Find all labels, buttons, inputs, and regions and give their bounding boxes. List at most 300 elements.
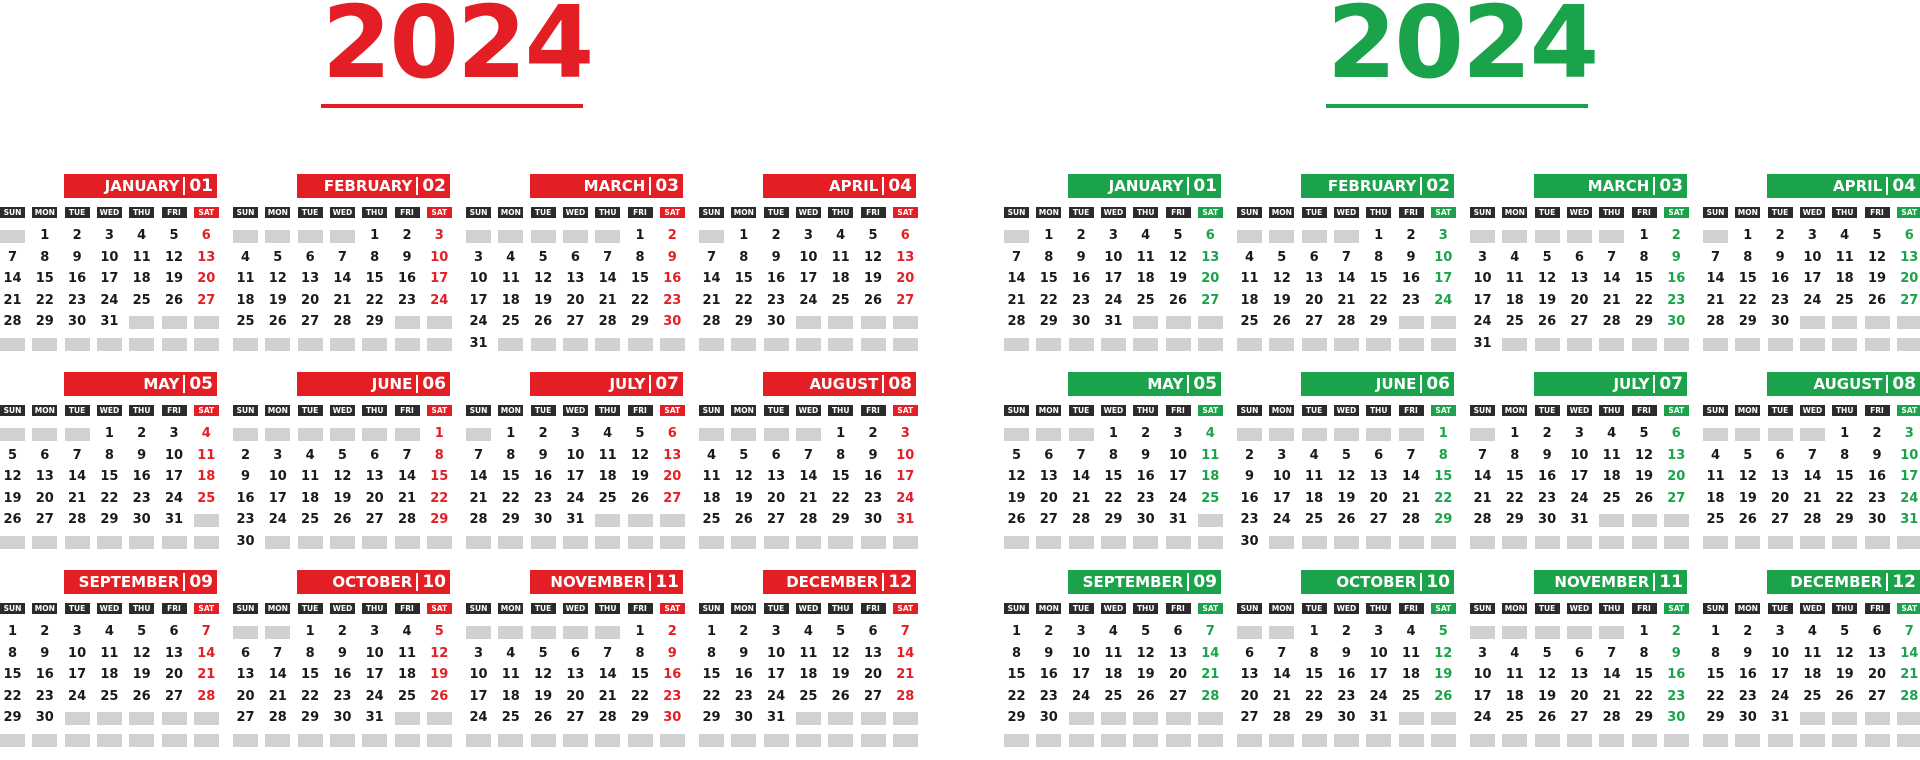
date-cell: 20 bbox=[767, 490, 786, 506]
weekday-header-thu: THU bbox=[362, 603, 387, 614]
empty-date-cell bbox=[699, 428, 724, 441]
date-cell: 4 bbox=[1607, 426, 1617, 441]
date-cell: 6 bbox=[1775, 447, 1785, 463]
date-cell: 19 bbox=[1272, 292, 1291, 308]
date-cell: 23 bbox=[1039, 688, 1058, 704]
empty-date-cell bbox=[731, 428, 756, 441]
month-name: MAY bbox=[143, 375, 180, 393]
date-cell: 15 bbox=[430, 469, 449, 484]
date-cell: 24 bbox=[1900, 490, 1919, 506]
date-cell: 23 bbox=[1738, 688, 1757, 704]
date-cell: 16 bbox=[1771, 271, 1790, 286]
date-cell: 28 bbox=[1007, 314, 1026, 329]
date-cell: 30 bbox=[534, 512, 553, 527]
empty-date-cell bbox=[764, 338, 789, 351]
weekday-header-sat: SAT bbox=[194, 207, 219, 218]
date-cell: 11 bbox=[1401, 645, 1421, 661]
date-cell: 14 bbox=[1007, 271, 1026, 286]
weekday-header-sat: SAT bbox=[427, 603, 452, 614]
empty-date-cell bbox=[531, 536, 556, 549]
date-cell: 28 bbox=[896, 688, 915, 704]
empty-date-cell bbox=[628, 514, 653, 527]
date-cell: 1 bbox=[1743, 228, 1753, 243]
date-cell: 22 bbox=[100, 490, 119, 506]
weekday-header-fri: FRI bbox=[162, 405, 187, 416]
date-cell: 20 bbox=[896, 271, 915, 286]
empty-date-cell bbox=[1431, 734, 1456, 747]
empty-date-cell bbox=[427, 712, 452, 725]
date-cell: 8 bbox=[739, 249, 749, 265]
date-cell: 11 bbox=[1201, 447, 1220, 463]
empty-date-cell bbox=[32, 428, 57, 441]
date-cell: 19 bbox=[1634, 469, 1654, 484]
date-cell: 20 bbox=[197, 271, 216, 286]
date-cell: 23 bbox=[1771, 292, 1790, 308]
empty-date-cell bbox=[1703, 428, 1728, 441]
weekday-header-sat: SAT bbox=[660, 603, 685, 614]
date-cell: 13 bbox=[663, 447, 682, 463]
date-cell: 10 bbox=[1104, 249, 1123, 265]
weekday-header-wed: WED bbox=[796, 405, 821, 416]
empty-date-cell bbox=[764, 734, 789, 747]
date-cell: 29 bbox=[35, 314, 54, 329]
date-cell: 22 bbox=[301, 688, 320, 704]
date-cell: 5 bbox=[1872, 228, 1882, 243]
empty-date-cell bbox=[1431, 316, 1456, 329]
date-cell: 18 bbox=[197, 469, 216, 484]
date-cell: 1 bbox=[1011, 624, 1022, 639]
empty-date-cell bbox=[1302, 428, 1327, 441]
date-cell: 2 bbox=[1775, 228, 1785, 243]
month-name: SEPTEMBER bbox=[1082, 573, 1184, 591]
date-cell: 5 bbox=[337, 447, 347, 463]
date-cell: 20 bbox=[1867, 667, 1887, 682]
weekday-header-mon: MON bbox=[1269, 603, 1294, 614]
month-number: 11 bbox=[649, 573, 679, 591]
date-cell: 4 bbox=[137, 228, 147, 243]
month-name: AUGUST bbox=[1813, 375, 1883, 393]
weekday-header-sat: SAT bbox=[1431, 207, 1456, 218]
empty-date-cell bbox=[660, 514, 685, 527]
date-cell: 19 bbox=[1337, 490, 1356, 506]
date-cell: 16 bbox=[1667, 667, 1686, 682]
month-september bbox=[0, 570, 230, 760]
weekday-header-sat: SAT bbox=[1664, 405, 1689, 416]
weekday-header-mon: MON bbox=[1735, 207, 1760, 218]
date-cell: 21 bbox=[1706, 292, 1725, 308]
empty-date-cell bbox=[1269, 734, 1294, 747]
weekday-header-mon: MON bbox=[498, 603, 523, 614]
date-cell: 22 bbox=[35, 292, 54, 308]
month-number: 06 bbox=[416, 375, 446, 393]
date-cell: 21 bbox=[1803, 490, 1822, 506]
month-number: 04 bbox=[882, 177, 912, 195]
date-cell: 4 bbox=[201, 426, 211, 441]
date-cell: 29 bbox=[1369, 314, 1388, 329]
date-cell: 7 bbox=[337, 249, 347, 265]
date-cell: 29 bbox=[501, 512, 520, 527]
date-cell: 1 bbox=[1510, 426, 1520, 441]
date-cell: 5 bbox=[7, 447, 18, 463]
empty-date-cell bbox=[1269, 230, 1294, 243]
date-cell: 1 bbox=[506, 426, 516, 441]
date-cell: 10 bbox=[68, 645, 87, 661]
date-cell: 1 bbox=[1309, 624, 1319, 639]
weekday-header-wed: WED bbox=[1800, 207, 1825, 218]
date-cell: 30 bbox=[1072, 314, 1091, 329]
date-cell: 16 bbox=[1337, 667, 1356, 682]
weekday-header-fri: FRI bbox=[1399, 603, 1424, 614]
date-cell: 17 bbox=[365, 667, 384, 682]
empty-date-cell bbox=[563, 230, 588, 243]
date-cell: 20 bbox=[663, 469, 682, 484]
date-cell: 15 bbox=[365, 271, 384, 286]
date-cell: 7 bbox=[273, 645, 283, 661]
month-number: 02 bbox=[1420, 177, 1450, 195]
date-cell: 31 bbox=[1570, 512, 1589, 527]
empty-date-cell bbox=[129, 338, 154, 351]
weekday-header-mon: MON bbox=[1735, 405, 1760, 416]
weekday-header-mon: MON bbox=[1735, 603, 1760, 614]
weekday-header-sat: SAT bbox=[1664, 207, 1689, 218]
date-cell: 20 bbox=[1900, 271, 1919, 286]
date-cell: 25 bbox=[236, 314, 255, 329]
date-cell: 11 bbox=[501, 271, 520, 286]
date-cell: 19 bbox=[534, 292, 553, 308]
date-cell: 4 bbox=[1710, 447, 1721, 463]
date-cell: 24 bbox=[1104, 292, 1123, 308]
weekday-header-sat: SAT bbox=[1897, 603, 1920, 614]
empty-date-cell bbox=[1502, 338, 1527, 351]
weekday-header-sat: SAT bbox=[1897, 405, 1920, 416]
empty-date-cell bbox=[97, 712, 122, 725]
date-cell: 1 bbox=[370, 228, 380, 243]
date-cell: 22 bbox=[1369, 292, 1388, 308]
empty-date-cell bbox=[1470, 734, 1495, 747]
date-cell: 24 bbox=[1570, 490, 1589, 506]
date-cell: 23 bbox=[1867, 490, 1887, 506]
month-header-bar bbox=[1068, 372, 1221, 396]
date-cell: 20 bbox=[365, 490, 384, 506]
weekday-header-thu: THU bbox=[1599, 405, 1624, 416]
date-cell: 9 bbox=[1671, 249, 1681, 265]
date-cell: 7 bbox=[1710, 249, 1721, 265]
date-cell: 30 bbox=[68, 314, 87, 329]
month-february bbox=[1237, 174, 1467, 364]
date-cell: 29 bbox=[702, 710, 721, 725]
date-cell: 25 bbox=[1505, 314, 1524, 329]
date-cell: 2 bbox=[1244, 447, 1255, 463]
empty-date-cell bbox=[1735, 338, 1760, 351]
empty-date-cell bbox=[395, 338, 420, 351]
date-cell: 8 bbox=[1374, 249, 1384, 265]
date-cell: 5 bbox=[836, 624, 846, 639]
empty-date-cell bbox=[828, 338, 853, 351]
date-cell: 15 bbox=[1039, 271, 1058, 286]
empty-date-cell bbox=[1502, 626, 1527, 639]
date-cell: 2 bbox=[1341, 624, 1351, 639]
date-cell: 9 bbox=[137, 447, 147, 463]
weekday-header-thu: THU bbox=[1133, 603, 1158, 614]
empty-date-cell bbox=[1703, 338, 1728, 351]
date-cell: 30 bbox=[236, 533, 255, 549]
date-cell: 2 bbox=[771, 228, 781, 243]
empty-date-cell bbox=[1832, 338, 1857, 351]
date-cell: 5 bbox=[1542, 249, 1552, 265]
date-cell: 27 bbox=[1369, 512, 1388, 527]
empty-date-cell bbox=[466, 230, 491, 243]
date-cell: 17 bbox=[430, 271, 449, 286]
empty-date-cell bbox=[1237, 338, 1262, 351]
date-cell: 27 bbox=[197, 292, 216, 308]
weekday-header-sun: SUN bbox=[1703, 603, 1728, 614]
date-cell: 6 bbox=[169, 624, 179, 639]
empty-date-cell bbox=[1133, 712, 1158, 725]
empty-date-cell bbox=[1198, 514, 1223, 527]
date-cell: 1 bbox=[739, 228, 749, 243]
date-cell: 27 bbox=[1771, 512, 1790, 527]
weekday-header-thu: THU bbox=[1366, 603, 1391, 614]
date-cell: 8 bbox=[836, 447, 846, 463]
empty-date-cell bbox=[330, 734, 355, 747]
date-cell: 19 bbox=[630, 469, 650, 484]
empty-date-cell bbox=[233, 734, 258, 747]
date-cell: 28 bbox=[1272, 710, 1291, 725]
date-cell: 27 bbox=[365, 512, 384, 527]
date-cell: 11 bbox=[100, 645, 119, 661]
empty-date-cell bbox=[1101, 536, 1126, 549]
empty-date-cell bbox=[796, 712, 821, 725]
date-cell: 22 bbox=[1505, 490, 1524, 506]
month-name: JUNE bbox=[371, 375, 413, 393]
date-cell: 12 bbox=[630, 447, 650, 463]
date-cell: 15 bbox=[1738, 271, 1757, 286]
empty-date-cell bbox=[861, 536, 886, 549]
date-cell: 4 bbox=[1244, 249, 1255, 265]
date-cell: 1 bbox=[836, 426, 846, 441]
date-cell: 19 bbox=[164, 271, 184, 286]
empty-date-cell bbox=[498, 626, 523, 639]
month-name: OCTOBER bbox=[332, 573, 413, 591]
empty-date-cell bbox=[563, 338, 588, 351]
date-cell: 19 bbox=[1867, 271, 1887, 286]
date-cell: 6 bbox=[1309, 249, 1319, 265]
date-cell: 20 bbox=[1771, 490, 1790, 506]
empty-date-cell bbox=[1768, 536, 1793, 549]
month-november bbox=[466, 570, 696, 760]
date-cell: 20 bbox=[1201, 271, 1220, 286]
empty-date-cell bbox=[531, 338, 556, 351]
date-cell: 18 bbox=[1803, 667, 1822, 682]
empty-date-cell bbox=[194, 712, 219, 725]
weekday-header-sun: SUN bbox=[699, 405, 724, 416]
empty-date-cell bbox=[1269, 626, 1294, 639]
date-cell: 9 bbox=[771, 249, 781, 265]
empty-date-cell bbox=[194, 316, 219, 329]
empty-date-cell bbox=[162, 338, 187, 351]
month-header-bar bbox=[1767, 570, 1920, 594]
date-cell: 4 bbox=[506, 249, 516, 265]
month-august bbox=[1703, 372, 1920, 562]
empty-date-cell bbox=[1069, 734, 1094, 747]
date-cell: 10 bbox=[1771, 645, 1790, 661]
empty-date-cell bbox=[0, 536, 25, 549]
empty-date-cell bbox=[1768, 734, 1793, 747]
weekday-header-fri: FRI bbox=[628, 405, 653, 416]
date-cell: 3 bbox=[900, 426, 910, 441]
empty-date-cell bbox=[699, 338, 724, 351]
empty-date-cell bbox=[162, 536, 187, 549]
date-cell: 5 bbox=[1011, 447, 1022, 463]
date-cell: 25 bbox=[1706, 512, 1725, 527]
date-cell: 31 bbox=[365, 710, 384, 725]
date-cell: 23 bbox=[1401, 292, 1421, 308]
month-march bbox=[466, 174, 696, 364]
month-january bbox=[0, 174, 230, 364]
empty-date-cell bbox=[531, 626, 556, 639]
date-cell: 24 bbox=[1272, 512, 1291, 527]
empty-date-cell bbox=[0, 734, 25, 747]
date-cell: 3 bbox=[434, 228, 444, 243]
date-cell: 12 bbox=[1168, 249, 1188, 265]
weekday-header-mon: MON bbox=[1036, 207, 1061, 218]
weekday-header-wed: WED bbox=[563, 405, 588, 416]
empty-date-cell bbox=[1302, 338, 1327, 351]
weekday-header-sat: SAT bbox=[1431, 405, 1456, 416]
date-cell: 30 bbox=[1039, 710, 1058, 725]
date-cell: 23 bbox=[397, 292, 417, 308]
empty-date-cell bbox=[395, 428, 420, 441]
date-cell: 9 bbox=[1872, 447, 1882, 463]
empty-date-cell bbox=[764, 536, 789, 549]
date-cell: 20 bbox=[1369, 490, 1388, 506]
date-cell: 5 bbox=[1840, 624, 1850, 639]
date-cell: 31 bbox=[566, 512, 585, 527]
empty-date-cell bbox=[1198, 338, 1223, 351]
date-cell: 19 bbox=[1136, 667, 1155, 682]
date-cell: 3 bbox=[570, 426, 580, 441]
date-cell: 4 bbox=[104, 624, 114, 639]
date-cell: 9 bbox=[1671, 645, 1681, 661]
date-cell: 15 bbox=[1007, 667, 1026, 682]
date-cell: 10 bbox=[1272, 469, 1291, 484]
date-cell: 31 bbox=[1369, 710, 1388, 725]
date-cell: 7 bbox=[1477, 447, 1488, 463]
weekday-header-tue: TUE bbox=[1069, 603, 1094, 614]
weekday-header-tue: TUE bbox=[531, 405, 556, 416]
date-cell: 18 bbox=[301, 490, 320, 506]
date-cell: 4 bbox=[1141, 228, 1151, 243]
date-cell: 15 bbox=[1634, 667, 1654, 682]
empty-date-cell bbox=[699, 230, 724, 243]
date-cell: 26 bbox=[3, 512, 22, 527]
empty-date-cell bbox=[595, 514, 620, 527]
date-cell: 2 bbox=[1076, 228, 1086, 243]
date-cell: 8 bbox=[1011, 645, 1022, 661]
date-cell: 6 bbox=[667, 426, 677, 441]
weekday-header-tue: TUE bbox=[298, 405, 323, 416]
date-cell: 22 bbox=[1007, 688, 1026, 704]
empty-date-cell bbox=[1735, 536, 1760, 549]
empty-date-cell bbox=[265, 536, 290, 549]
empty-date-cell bbox=[1567, 626, 1592, 639]
date-cell: 23 bbox=[1072, 292, 1091, 308]
date-cell: 15 bbox=[1706, 667, 1725, 682]
date-cell: 4 bbox=[1840, 228, 1850, 243]
weekday-header-mon: MON bbox=[265, 603, 290, 614]
month-may bbox=[0, 372, 230, 562]
date-cell: 12 bbox=[268, 271, 287, 286]
weekday-header-tue: TUE bbox=[531, 603, 556, 614]
date-cell: 23 bbox=[663, 292, 682, 308]
weekday-header-sun: SUN bbox=[466, 603, 491, 614]
date-cell: 20 bbox=[566, 292, 585, 308]
date-cell: 25 bbox=[1104, 688, 1123, 704]
empty-date-cell bbox=[1470, 230, 1495, 243]
date-cell: 27 bbox=[663, 490, 682, 506]
weekday-header-sun: SUN bbox=[1470, 405, 1495, 416]
date-cell: 26 bbox=[1007, 512, 1026, 527]
date-cell: 1 bbox=[1710, 624, 1721, 639]
empty-date-cell bbox=[427, 734, 452, 747]
date-cell: 12 bbox=[1634, 447, 1654, 463]
month-header-bar bbox=[1301, 372, 1454, 396]
weekday-header-sat: SAT bbox=[893, 405, 918, 416]
date-cell: 15 bbox=[1434, 469, 1453, 484]
date-cell: 12 bbox=[1272, 271, 1291, 286]
date-cell: 29 bbox=[1634, 710, 1654, 725]
empty-date-cell bbox=[1166, 316, 1191, 329]
weekday-header-sat: SAT bbox=[1198, 405, 1223, 416]
date-cell: 13 bbox=[566, 271, 585, 286]
date-cell: 5 bbox=[1341, 447, 1351, 463]
weekday-header-wed: WED bbox=[330, 207, 355, 218]
empty-date-cell bbox=[298, 230, 323, 243]
weekday-header-thu: THU bbox=[1832, 603, 1857, 614]
date-cell: 3 bbox=[370, 624, 380, 639]
date-cell: 8 bbox=[1639, 249, 1649, 265]
year-underline bbox=[1326, 104, 1588, 108]
weekday-header-wed: WED bbox=[1567, 207, 1592, 218]
date-cell: 23 bbox=[1240, 512, 1259, 527]
month-june bbox=[1237, 372, 1467, 562]
date-cell: 14 bbox=[469, 469, 488, 484]
date-cell: 26 bbox=[831, 688, 850, 704]
empty-date-cell bbox=[1399, 536, 1424, 549]
date-cell: 8 bbox=[635, 249, 645, 265]
weekday-header-mon: MON bbox=[265, 207, 290, 218]
date-cell: 10 bbox=[1803, 249, 1822, 265]
empty-date-cell bbox=[1599, 626, 1624, 639]
date-cell: 30 bbox=[132, 512, 151, 527]
date-cell: 18 bbox=[236, 292, 255, 308]
month-number: 08 bbox=[1886, 375, 1916, 393]
empty-date-cell bbox=[660, 536, 685, 549]
empty-date-cell bbox=[1302, 734, 1327, 747]
empty-date-cell bbox=[1632, 514, 1657, 527]
date-cell: 9 bbox=[739, 645, 749, 661]
date-cell: 8 bbox=[1639, 645, 1649, 661]
weekday-header-fri: FRI bbox=[162, 603, 187, 614]
date-cell: 15 bbox=[1505, 469, 1524, 484]
date-cell: 13 bbox=[1771, 469, 1790, 484]
date-cell: 25 bbox=[702, 512, 721, 527]
date-cell: 7 bbox=[603, 249, 613, 265]
empty-date-cell bbox=[1133, 338, 1158, 351]
month-number: 11 bbox=[1653, 573, 1683, 591]
date-cell: 17 bbox=[566, 469, 585, 484]
empty-date-cell bbox=[1768, 428, 1793, 441]
